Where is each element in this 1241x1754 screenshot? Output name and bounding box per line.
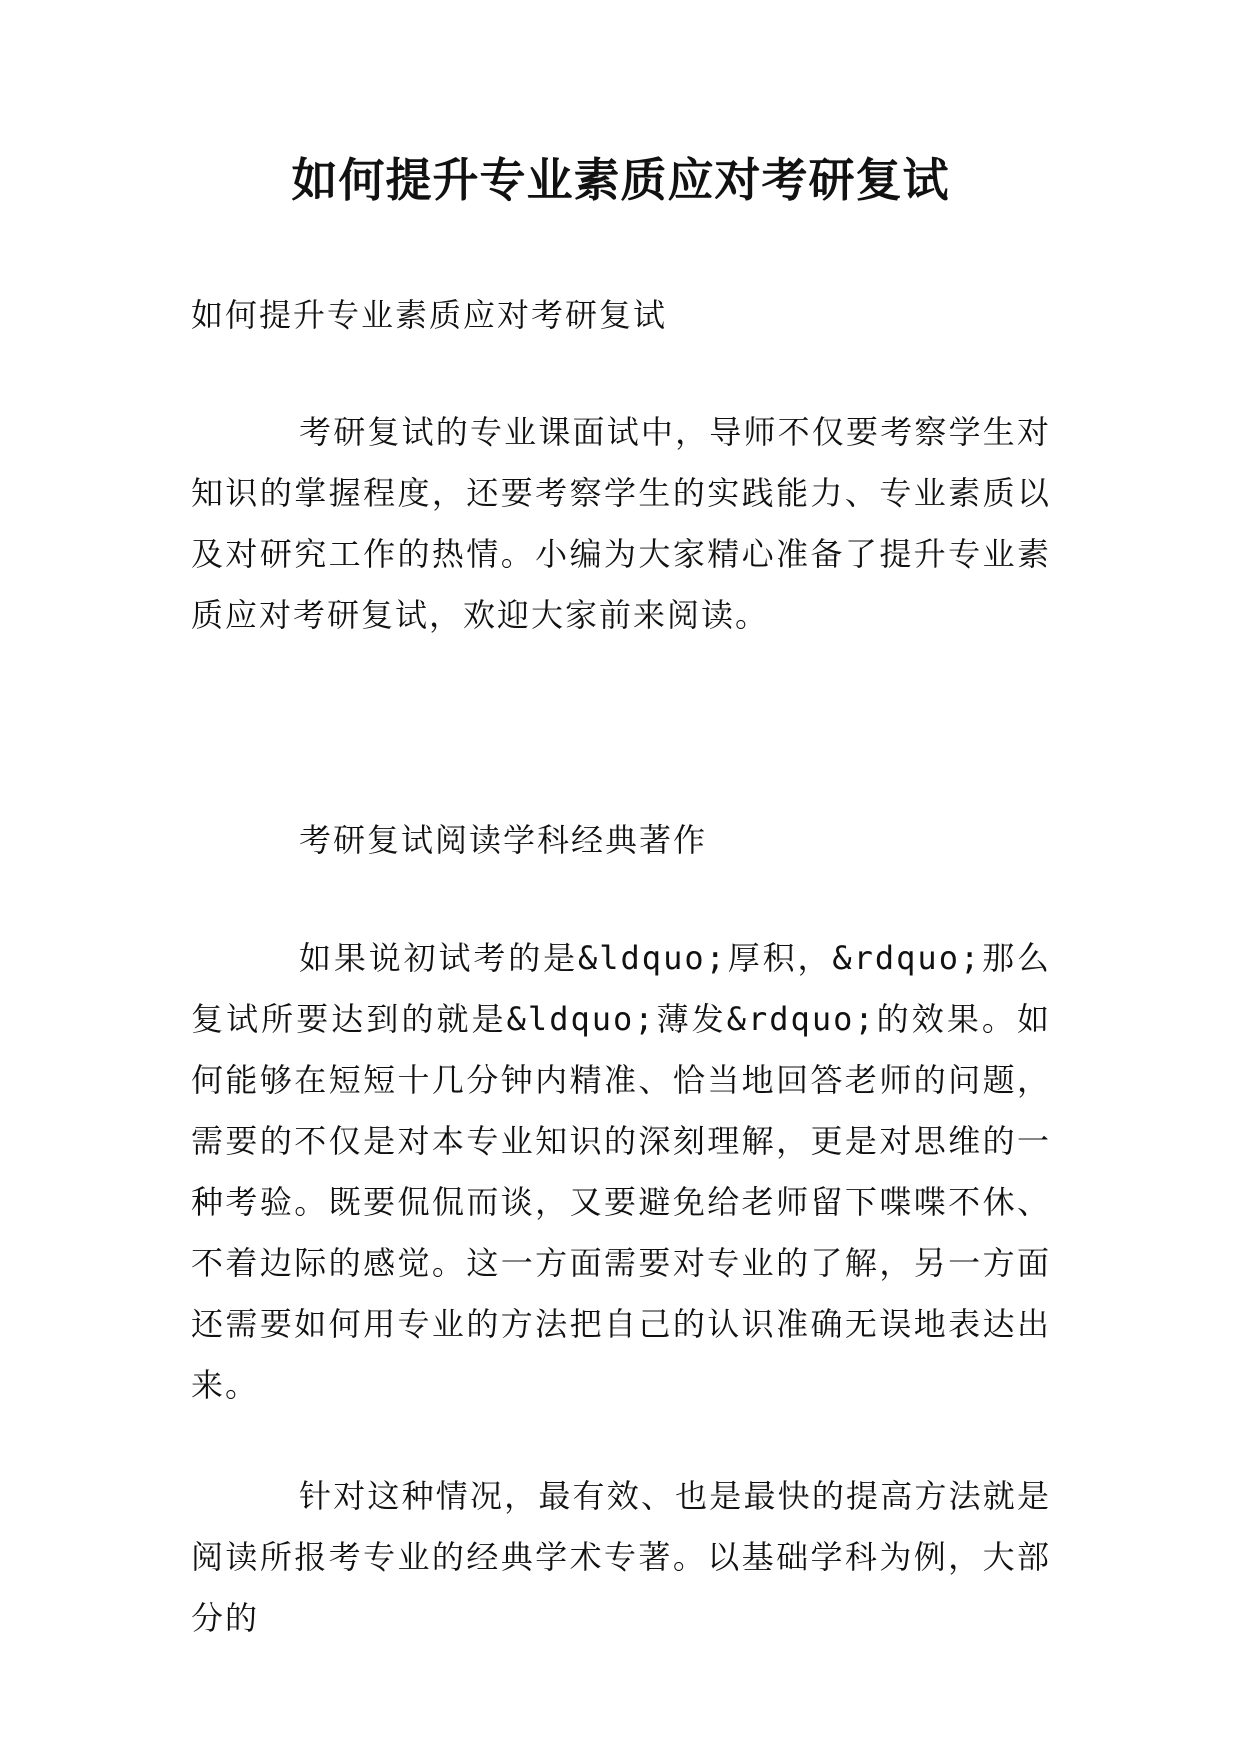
document-subtitle: 如何提升专业素质应对考研复试 [191,296,668,334]
paragraph-continued: 针对这种情况，最有效、也是最快的提高方法就是阅读所报考专业的经典学术专著。以基础学科为例，大部分的 [191,1477,1051,1637]
section-heading: 考研复试阅读学科经典著作 [299,821,708,859]
paragraph-intro: 考研复试的专业课面试中，导师不仅要考察学生对知识的掌握程度，还要考察学生的实践能力、专业素质以及对研究工作的热情。小编为大家精心准备了提升专业素质应对考研复试，欢迎大家前来阅读。 [191,413,1051,634]
document-title: 如何提升专业素质应对考研复试 [291,153,950,207]
paragraph-body: 如果说初试考的是&ldquo;厚积，&rdquo;那么复试所要达到的就是&ldquo;薄发&rdquo;的效果。如何能够在短短十几分钟内精准、恰当地回答老师的问题，需要的不仅是对本专业知识的深刻理解，更是对思维的一种考验。既要侃侃而谈，又要避免给老师留下喋喋不休、不着边际的感觉。这一方面需要对专业的了解，另一方面还需要如何用专业的方法把自己的认识准确无误地表达出来。 [191,939,1051,1404]
